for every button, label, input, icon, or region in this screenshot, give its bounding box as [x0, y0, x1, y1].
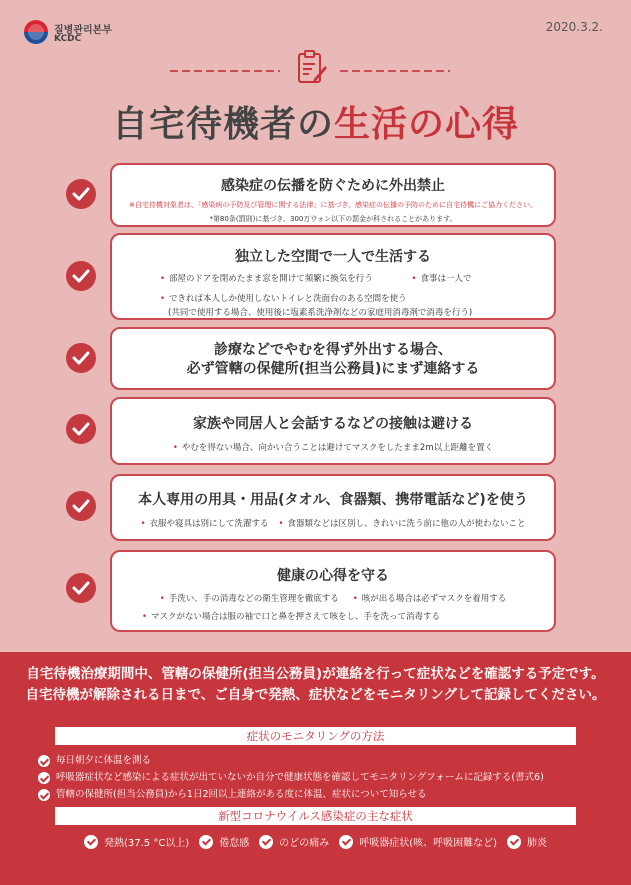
rule-bullet-row: • できれば本人しか使用しないトイレと洗面台のある空間を使う: [160, 294, 407, 304]
rule-card-live-alone: [110, 233, 556, 320]
rule-bullet: 食器類などは区別し、きれいに洗う前に他の人が使わないこと: [287, 519, 526, 529]
symptom-item: 肺炎: [507, 834, 547, 849]
rule-title: 感染症の伝播を防ぐために外出禁止: [221, 178, 445, 194]
rule-card-personal-items: [110, 474, 556, 541]
rule-bullet: 衣服や寝具は別にして洗濯する: [149, 519, 269, 529]
taegeuk-emblem-icon: [24, 20, 48, 44]
list-item: 毎日朝夕に体温を測る: [38, 752, 544, 769]
rule-card-health-habits: [110, 550, 556, 632]
monitoring-method-header: 症状のモニタリングの方法: [55, 727, 576, 745]
check-circle-icon: [38, 789, 50, 801]
monitoring-intro: 自宅待機治療期間中、管轄の保健所(担当公務員)が連絡を行って症状などを確認する予定です。 自宅待機が解除される日まで、ご自身で発熱、症状などをモニタリングして記録してください。: [25, 666, 606, 703]
rule-bullet: やむを得ない場合、向かい合うことは避けてマスクをしたまま2m以上距離を置く: [181, 443, 494, 453]
rule-bullet: 咳が出る場合は必ずマスクを着用する: [361, 594, 507, 604]
kcdc-logo: [24, 20, 144, 48]
check-circle-icon: [339, 835, 353, 849]
symptom-item: のどの痛み: [259, 834, 329, 849]
rule-card-avoid-contact: [110, 397, 556, 465]
symptoms-header: 新型コロナウイルス感染症の主な症状: [55, 807, 576, 825]
right-dashed-divider: [340, 70, 450, 72]
symptoms-list: [0, 834, 631, 849]
check-circle-icon: [84, 835, 98, 849]
rule-card-no-going-out: [110, 163, 556, 227]
rule-bullet: 部屋のドアを閉めたまま窓を開けて頻繁に換気を行う: [169, 274, 373, 284]
rule-title: 健康の心得を守る: [277, 568, 389, 584]
list-item: 管轄の保健所(担当公務員)から1日2回以上連絡がある度に体温、症状について知らせる: [38, 786, 544, 803]
list-item: 呼吸器症状など感染による症状が出ていないか自分で健康状態を確認してモニタリングフォームに記録する(書式6): [38, 769, 544, 786]
checkmark-icon: [66, 414, 96, 444]
rule-title: 家族や同居人と会話するなどの接触は避ける: [193, 416, 473, 432]
monitoring-list: [38, 752, 544, 803]
issue-date: 2020.3.2.: [545, 20, 603, 34]
rule-bullet-sub: (共同で使用する場合、使用後に塩素系洗浄剤などの家庭用消毒剤で消毒を行う): [168, 308, 473, 318]
check-circle-icon: [38, 772, 50, 784]
checkmark-icon: [66, 179, 96, 209]
clipboard-pencil-icon: [296, 50, 328, 86]
checkmark-icon: [66, 491, 96, 521]
rule-bullet-row: • 手洗い、手の消毒などの衛生管理を徹底する • 咳が出る場合は必ずマスクを着用する: [159, 594, 507, 604]
check-circle-icon: [199, 835, 213, 849]
rule-bullet: できれば本人しか使用しないトイレと洗面台のある空間を使う: [169, 294, 407, 304]
logo-english-text: KCDC: [54, 34, 82, 44]
symptom-item: 発熱(37.5 °C以上): [84, 834, 189, 849]
left-dashed-divider: [170, 70, 280, 72]
rule-bullet: 手洗い、手の消毒などの衛生管理を徹底する: [168, 594, 339, 604]
penalty-note: *第80条(罰則)に基づき、300万ウォン以下の罰金が科されることがあります。: [209, 215, 457, 223]
checkmark-icon: [66, 261, 96, 291]
symptom-item: 倦怠感: [199, 834, 249, 849]
rule-card-contact-health-center: [110, 327, 556, 390]
rule-bullet-row: • やむを得ない場合、向かい合うことは避けてマスクをしたまま2m以上距離を置く: [172, 443, 494, 453]
legal-note: ※自宅待機対象者は、「感染病の予防及び管理に関する法律」に基づき、感染症の伝播の予防のために自宅待機にご協力ください。: [128, 201, 538, 209]
logo-korean-text: 질병관리본부: [54, 25, 112, 36]
rule-title: 本人専用の用具・用品(タオル、食器類、携帯電話など)を使う: [138, 492, 528, 508]
rule-bullet: マスクがない場合は服の袖で口と鼻を押さえて咳をし、手を洗って消毒する: [151, 612, 441, 622]
page-title: 自宅待機者の生活の心得: [111, 104, 520, 145]
rule-bullet: 食事は一人で: [420, 274, 472, 284]
rule-bullet-row: • マスクがない場合は服の袖で口と鼻を押さえて咳をし、手を洗って消毒する: [142, 612, 441, 622]
checkmark-icon: [66, 573, 96, 603]
rule-title: 診療などでやむを得ず外出する場合、 必ず管轄の保健所(担当公務員)にまず連絡する: [186, 342, 480, 377]
check-circle-icon: [507, 835, 521, 849]
check-circle-icon: [259, 835, 273, 849]
symptom-item: 呼吸器症状(咳、呼吸困難など): [339, 834, 497, 849]
rule-bullet-row: • 部屋のドアを閉めたまま窓を開けて頻繁に換気を行う • 食事は一人で: [160, 274, 472, 284]
checkmark-icon: [66, 343, 96, 373]
rule-title: 独立した空間で一人で生活する: [235, 249, 431, 265]
rule-bullet-row: • 衣服や寝具は別にして洗濯する • 食器類などは区別し、きれいに洗う前に他の人が使わないこと: [140, 519, 526, 529]
check-circle-icon: [38, 755, 50, 767]
